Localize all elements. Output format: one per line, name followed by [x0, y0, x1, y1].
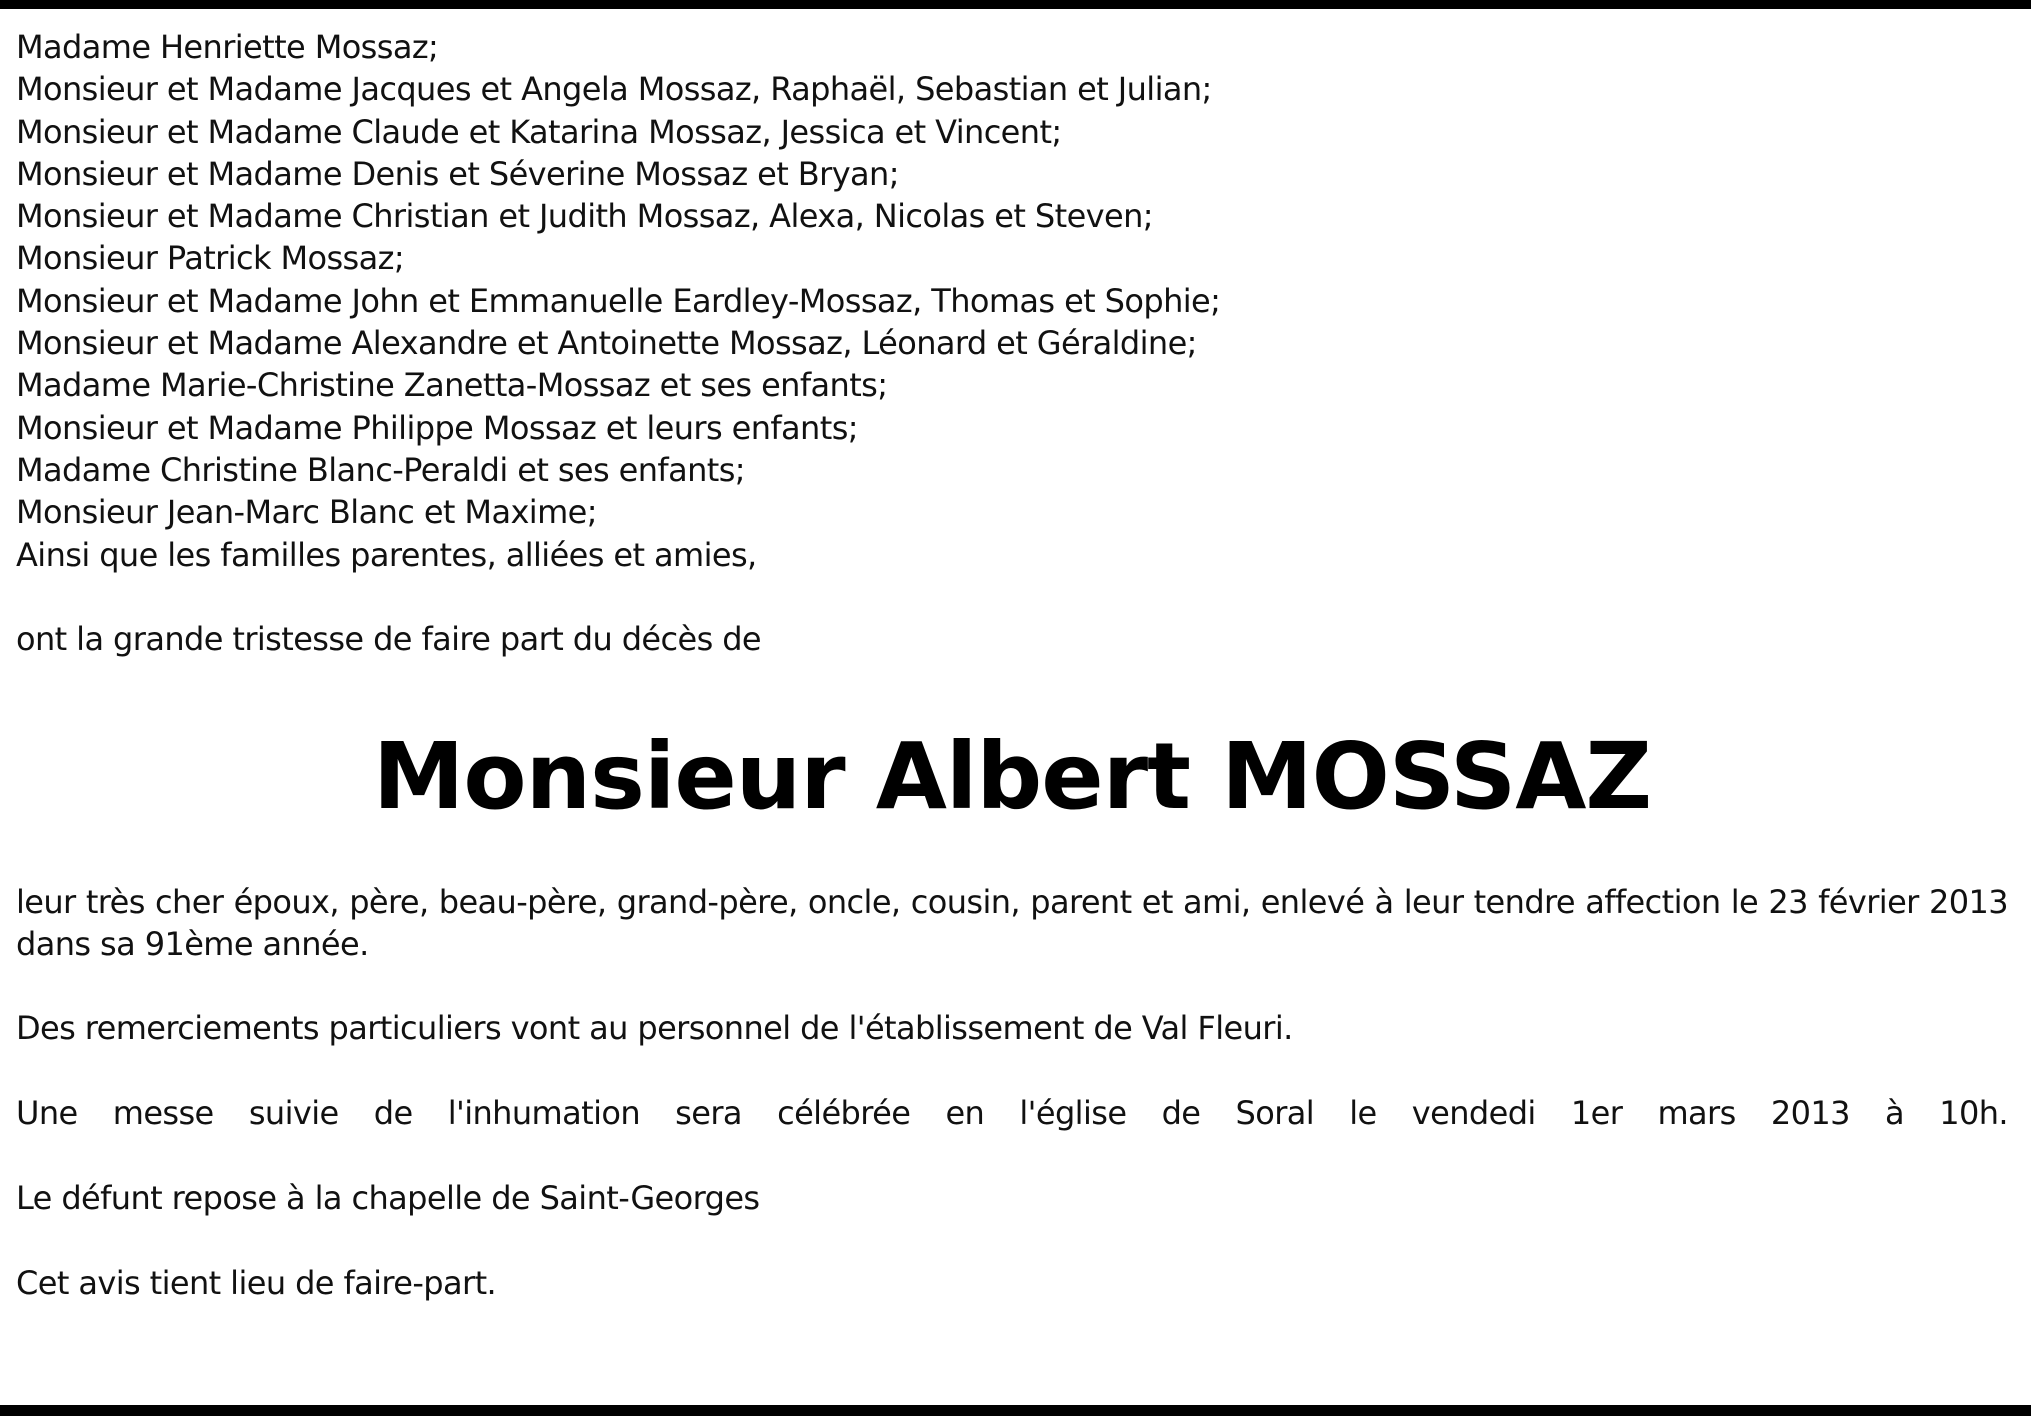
notice-paragraph: Cet avis tient lieu de faire-part.	[16, 1263, 497, 1302]
family-member-line: Monsieur Patrick Mossaz;	[16, 239, 405, 278]
family-member-line: Madame Marie-Christine Zanetta-Mossaz et ses enfants;	[16, 366, 888, 405]
family-member-line: Madame Christine Blanc-Peraldi et ses enfants;	[16, 450, 745, 489]
bottom-border-rule	[0, 1405, 2031, 1416]
ceremony-paragraph: Une messe suivie de l'inhumation sera célébrée en l'église de Soral le vendedi 1er mars 2013 à 10h.	[16, 1093, 2008, 1132]
family-member-line: Madame Henriette Mossaz;	[16, 28, 439, 66]
family-member-line: Monsieur et Madame Claude et Katarina Mossaz, Jessica et Vincent;	[16, 112, 1062, 151]
family-member-line: Ainsi que les familles parentes, alliées et amies,	[16, 535, 757, 574]
family-members-list	[16, 26, 2008, 576]
family-member-line: Monsieur Jean-Marc Blanc et Maxime;	[16, 493, 597, 532]
tribute-paragraph: leur très cher époux, père, beau-père, grand-père, oncle, cousin, parent et ami, enlevé à leur tendre affection le 23 février 2013 dans sa 91ème année.	[16, 882, 2008, 963]
family-member-line: Monsieur et Madame Christian et Judith Mossaz, Alexa, Nicolas et Steven;	[16, 197, 1153, 236]
deceased-name-heading: Monsieur Albert MOSSAZ	[372, 722, 1652, 830]
obituary-notice	[16, 26, 2008, 1304]
family-member-line: Monsieur et Madame Jacques et Angela Mossaz, Raphaël, Sebastian et Julian;	[16, 70, 1212, 109]
family-member-line: Monsieur et Madame Denis et Séverine Mossaz et Bryan;	[16, 154, 899, 193]
resting-place-paragraph: Le défunt repose à la chapelle de Saint-Georges	[16, 1178, 760, 1217]
family-member-line: Monsieur et Madame Alexandre et Antoinette Mossaz, Léonard et Géraldine;	[16, 324, 1197, 363]
family-member-line: Monsieur et Madame John et Emmanuelle Eardley-Mossaz, Thomas et Sophie;	[16, 281, 1221, 320]
family-member-line: Monsieur et Madame Philippe Mossaz et leurs enfants;	[16, 408, 858, 447]
top-border-rule	[0, 0, 2031, 9]
announcement-intro: ont la grande tristesse de faire part du décès de	[16, 619, 762, 658]
thanks-paragraph: Des remerciements particuliers vont au personnel de l'établissement de Val Fleuri.	[16, 1008, 1293, 1047]
